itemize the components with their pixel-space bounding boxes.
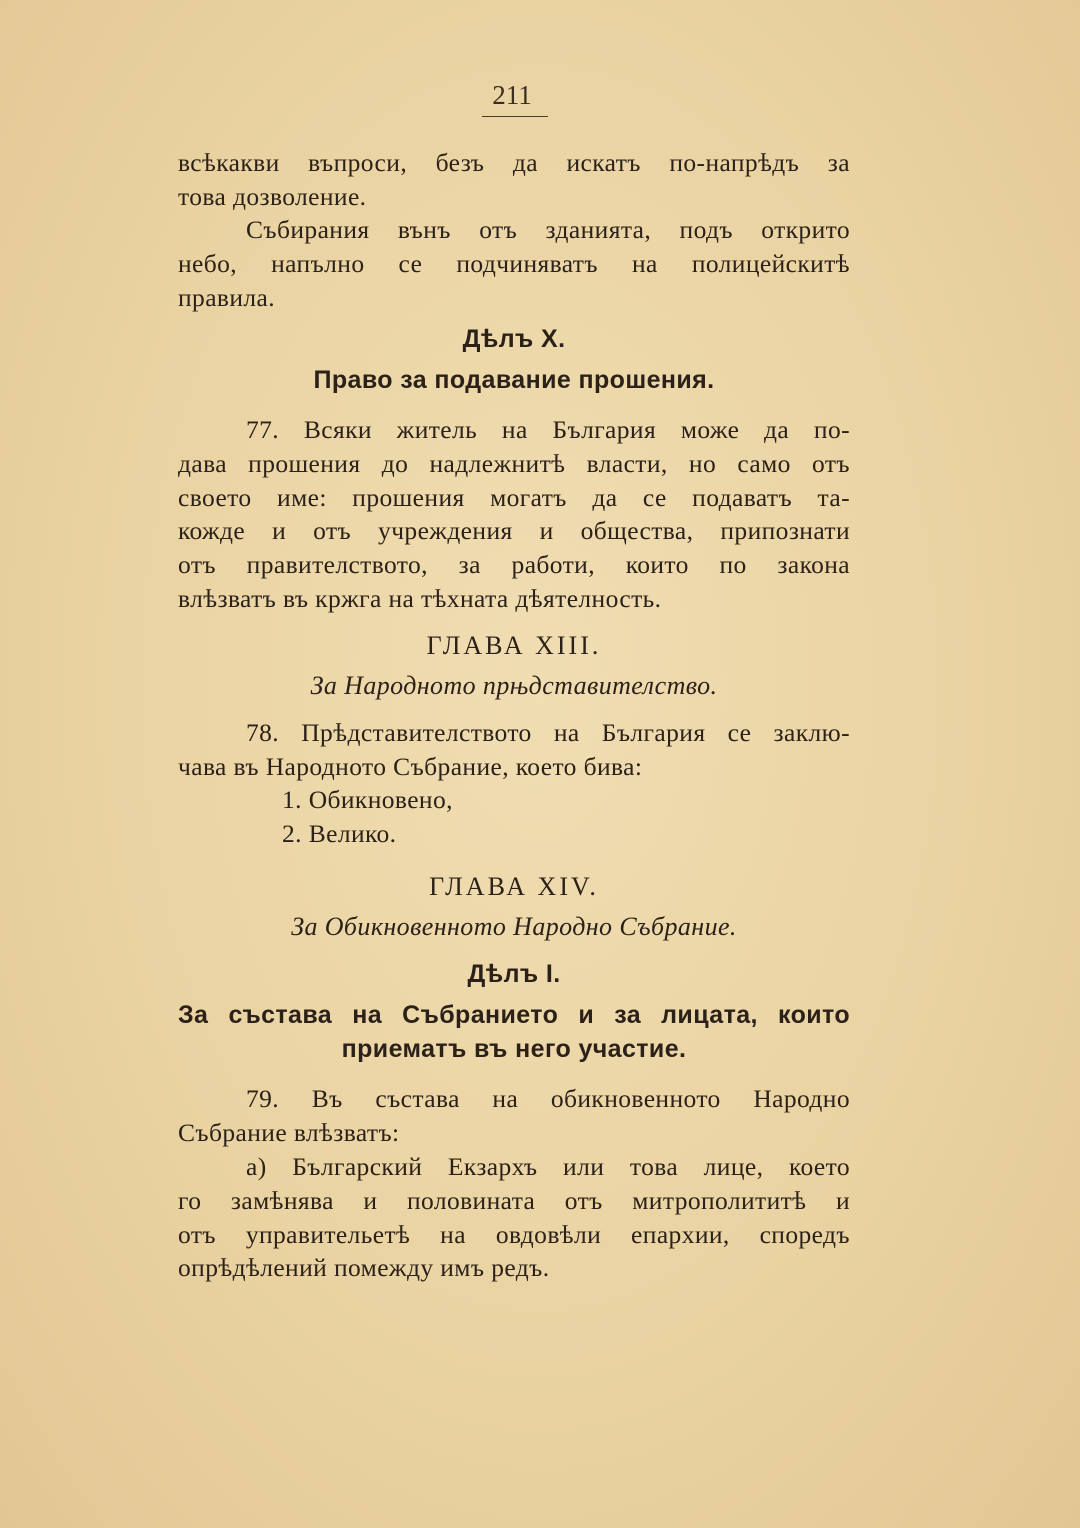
section-i-heading: Дѣлъ I. [467, 960, 561, 988]
article-77-line-4: кожде и отъ учреждения и общества, припознати [178, 516, 850, 545]
article-77-line-1: 77. Всяки житель на България може да по- [246, 415, 850, 444]
article-79-line-2: Събрание влѣзватъ: [178, 1118, 400, 1147]
article-78-item-1: 1. Обикновено, [282, 785, 453, 814]
article-78-item-2: 2. Велико. [282, 819, 397, 848]
page-number: 211 [492, 80, 532, 110]
article-77-line-6: влѣзватъ въ кржга на тѣхната дѣятелность. [178, 584, 662, 613]
section-x-heading: Дѣлъ X. [462, 325, 566, 353]
article-79-line-1: 79. Въ състава на обикновенното Народно [246, 1084, 850, 1113]
paragraph-continuation-line-1: всѣкакви въпроси, безъ да искатъ по-напрѣдъ за [178, 148, 850, 177]
clause-a-line-1: а) Българский Екзархъ или това лице, което [246, 1152, 850, 1181]
paragraph-gatherings-line-1: Събирания вънъ отъ зданията, подъ открито [246, 215, 850, 244]
chapter-xiii-title: За Народното прњдставителство. [310, 671, 718, 700]
section-i-title-line-2: приематъ въ него участие. [341, 1035, 687, 1063]
article-77-line-2: дава прошения до надлежнитѣ власти, но само отъ [178, 449, 850, 478]
chapter-xiii-heading: ГЛАВА XIII. [426, 631, 602, 660]
paragraph-continuation-line-2: това дозволение. [178, 182, 367, 211]
paragraph-gatherings-line-3: правила. [178, 283, 276, 312]
clause-a-line-2: го замѣнява и половината отъ митрополититѣ и [178, 1186, 850, 1215]
clause-a-line-3: отъ управительетѣ на овдовѣли епархии, споредъ [178, 1220, 850, 1249]
article-77-line-3: своето име: прошения могатъ да се подаватъ та- [178, 483, 850, 512]
page-number-rule [482, 116, 548, 117]
article-77-line-5: отъ правителството, за работи, които по закона [178, 550, 850, 579]
section-i-title-line-1: За състава на Събранието и за лицата, които [178, 1001, 850, 1029]
paragraph-gatherings-line-2: небо, напълно се подчиняватъ на полицейскитѣ [178, 249, 850, 278]
section-x-title: Право за подавание прошения. [313, 366, 715, 394]
article-78-line-1: 78. Прѣдставителството на България се заклю- [246, 718, 850, 747]
chapter-xiv-heading: ГЛАВА XIV. [429, 872, 599, 901]
chapter-xiv-title: За Обикновенното Народно Събрание. [291, 912, 737, 941]
clause-a-line-4: опрѣдѣлений помежду имъ редъ. [178, 1253, 550, 1282]
article-78-line-2: чава въ Народното Събрание, което бива: [178, 752, 643, 781]
